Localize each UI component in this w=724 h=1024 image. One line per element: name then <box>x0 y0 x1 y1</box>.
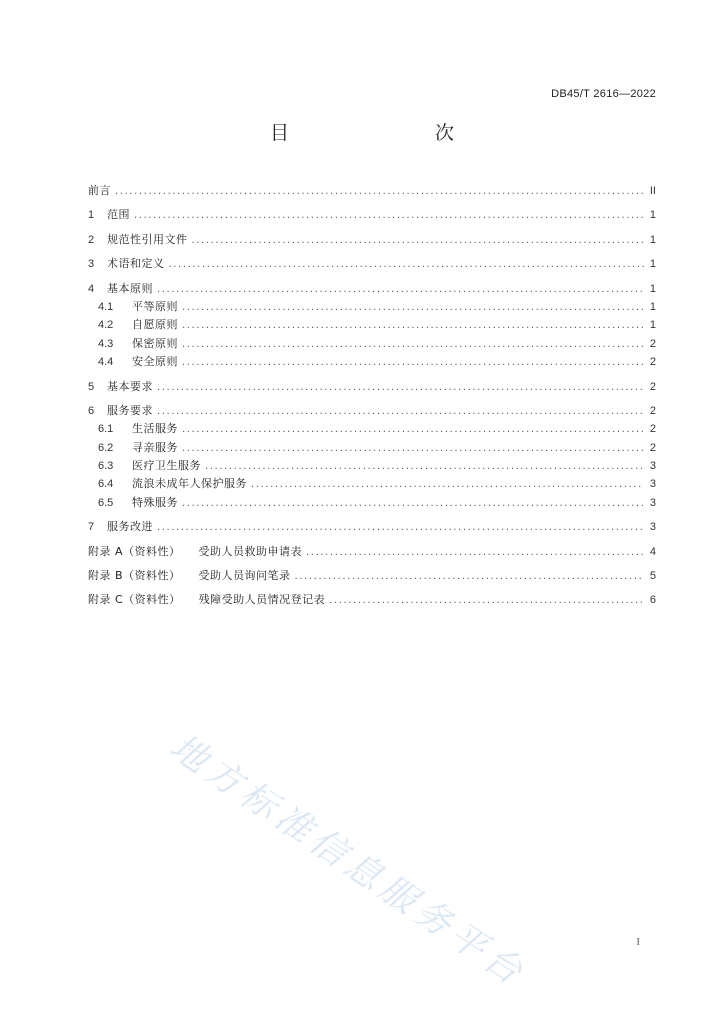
toc-entry-number: 4.1 <box>98 300 114 313</box>
toc-entry-label: 规范性引用文件 <box>107 232 188 246</box>
toc-entry-number: 4 <box>88 282 95 295</box>
toc-leader-dots <box>205 461 644 472</box>
toc-entry-label: 基本原则 <box>107 281 153 295</box>
toc-entry-label: 医疗卫生服务 <box>132 459 201 473</box>
toc-entry-page: 2 <box>649 356 656 369</box>
toc-entry-page: 2 <box>649 423 656 436</box>
toc-leader-dots <box>192 235 645 246</box>
toc-leader-dots <box>182 357 644 368</box>
toc-entry[interactable] <box>88 182 656 200</box>
toc-leader-dots <box>157 406 644 417</box>
toc-entry-number: 6.2 <box>98 441 114 454</box>
toc-entry-page: 1 <box>649 319 656 332</box>
toc-entry-label: 范围 <box>107 208 130 222</box>
toc-entry-page: 6 <box>649 594 656 607</box>
toc-entry[interactable] <box>88 255 656 273</box>
toc-entry-page: 1 <box>649 300 656 313</box>
toc-entry-number: 6 <box>88 404 95 417</box>
toc-entry-number: 1 <box>88 209 95 222</box>
toc-entry-label: 术语和定义 <box>107 257 165 271</box>
toc-leader-dots <box>182 424 644 435</box>
toc-entry[interactable] <box>88 475 656 493</box>
toc-leader-dots <box>134 210 644 221</box>
toc-entry-page: 2 <box>649 441 656 454</box>
toc-entry-label: 附录 B（资料性） <box>88 569 181 583</box>
toc-entry-label: 服务要求 <box>107 403 153 417</box>
toc-entry-number: 4.3 <box>98 337 114 350</box>
toc-entry-number: 6.4 <box>98 478 114 491</box>
toc-entry[interactable] <box>88 567 656 585</box>
toc-entry-number: 4.2 <box>98 319 114 332</box>
toc-entry[interactable] <box>88 206 656 224</box>
toc-entry[interactable] <box>88 280 656 298</box>
toc-entry-label: 自愿原则 <box>132 318 178 332</box>
toc-entry[interactable] <box>88 353 656 371</box>
toc-leader-dots <box>157 382 644 393</box>
toc-entry-label: 附录 C（资料性） <box>88 593 181 607</box>
toc-entry-number: 6.1 <box>98 423 114 436</box>
toc-entry-page: 3 <box>649 460 656 473</box>
toc-entry-label: 平等原则 <box>132 299 178 313</box>
toc-entry-page: 3 <box>649 521 656 534</box>
toc-entry[interactable] <box>88 402 656 420</box>
toc-entry[interactable] <box>88 494 656 512</box>
toc-entry-label: 保密原则 <box>132 336 178 350</box>
toc-leader-dots <box>251 479 644 490</box>
toc-leader-dots <box>182 302 644 313</box>
toc-entry-label: 流浪未成年人保护服务 <box>132 477 247 491</box>
toc-leader-dots <box>306 547 644 558</box>
toc-leader-dots <box>157 522 644 533</box>
toc-entry[interactable] <box>88 335 656 353</box>
toc-entry-label: 服务改进 <box>107 520 153 534</box>
toc-entry-label: 附录 A（资料性） <box>88 544 181 558</box>
toc-entry[interactable] <box>88 457 656 475</box>
toc-leader-dots <box>182 443 644 454</box>
toc-entry[interactable] <box>88 231 656 249</box>
toc-entry[interactable] <box>88 378 656 396</box>
toc-entry-label: 生活服务 <box>132 422 178 436</box>
toc-entry-number: 6.3 <box>98 460 114 473</box>
toc-entry-page: 2 <box>649 337 656 350</box>
toc-entry[interactable] <box>88 591 656 609</box>
toc-entry-page: 2 <box>649 380 656 393</box>
toc-entry[interactable] <box>88 518 656 536</box>
table-of-contents <box>88 182 656 610</box>
toc-entry-page: 1 <box>649 233 656 246</box>
toc-entry-page: 5 <box>649 570 656 583</box>
toc-entry-appendix-title: 受助人员询问笔录 <box>198 569 291 583</box>
toc-entry-page: 1 <box>649 209 656 222</box>
toc-entry-label: 前言 <box>88 184 111 197</box>
toc-leader-dots <box>169 259 645 270</box>
toc-entry-appendix-title: 残障受助人员情况登记表 <box>198 593 326 607</box>
toc-entry-page: 1 <box>649 282 656 295</box>
toc-entry-page: 1 <box>649 258 656 271</box>
toc-entry-page: II <box>649 185 656 197</box>
page-number: I <box>636 936 640 948</box>
toc-entry-label: 特殊服务 <box>132 495 178 509</box>
toc-entry[interactable] <box>88 543 656 561</box>
toc-leader-dots <box>115 186 644 197</box>
standard-code: DB45/T 2616—2022 <box>551 88 656 100</box>
toc-leader-dots <box>182 339 644 350</box>
toc-entry-page: 4 <box>649 545 656 558</box>
toc-entry-number: 7 <box>88 521 95 534</box>
toc-entry-label: 寻亲服务 <box>132 440 178 454</box>
toc-leader-dots <box>182 498 644 509</box>
watermark: 地方标准信息服务平台 <box>162 726 534 996</box>
toc-title: 目 次 <box>269 122 490 144</box>
toc-entry-number: 5 <box>88 380 95 393</box>
toc-leader-dots <box>295 571 644 582</box>
toc-entry-number: 2 <box>88 233 95 246</box>
toc-entry[interactable] <box>88 439 656 457</box>
toc-leader-dots <box>157 284 644 295</box>
toc-entry[interactable] <box>88 298 656 316</box>
toc-entry-page: 2 <box>649 404 656 417</box>
toc-entry-label: 安全原则 <box>132 355 178 369</box>
toc-entry-page: 3 <box>649 496 656 509</box>
toc-entry-page: 3 <box>649 478 656 491</box>
toc-entry-appendix-title: 受助人员救助申请表 <box>198 544 303 558</box>
toc-entry[interactable] <box>88 420 656 438</box>
toc-entry-number: 3 <box>88 258 95 271</box>
toc-leader-dots <box>329 595 644 606</box>
toc-entry[interactable] <box>88 316 656 334</box>
toc-entry-number: 6.5 <box>98 496 114 509</box>
toc-entry-number: 4.4 <box>98 356 114 369</box>
toc-entry-label: 基本要求 <box>107 379 153 393</box>
toc-leader-dots <box>182 320 644 331</box>
